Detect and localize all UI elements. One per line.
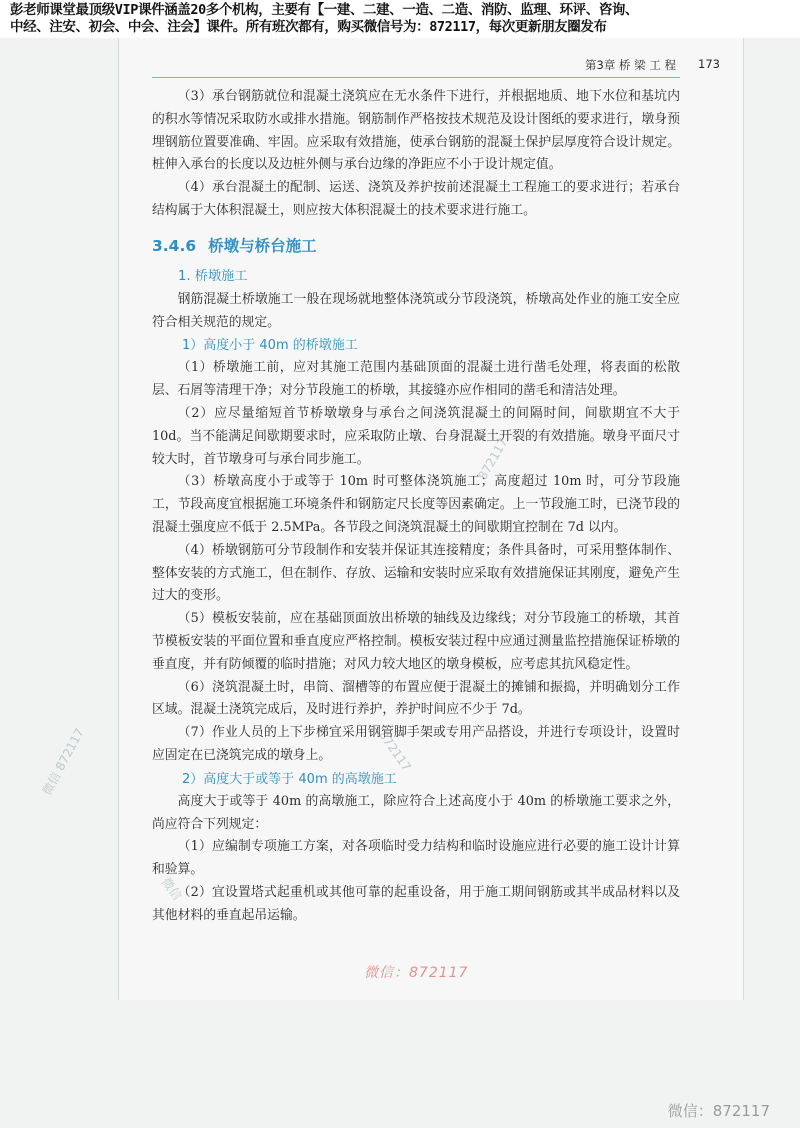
top-banner (0, 0, 800, 38)
header-rule (152, 77, 680, 78)
paragraph: （2）应尽量缩短首节桥墩墩身与承台之间浇筑混凝土的间隔时间，间歇期宜不大于 10d。当不能满足间歇期要求时，应采取防止墩、台身混凝土开裂的有效措施。墩身平面尺寸较大时，首节墩身可与承台同步施工。 (152, 405, 680, 467)
paragraph: （7）作业人员的上下步梯宜采用钢管脚手架或专用产品搭设，并进行专项设计，设置时应固定在已浇筑完成的墩身上。 (152, 725, 680, 763)
section-heading (152, 233, 680, 259)
subsubsection-heading: 2）高度大于或等于 40m 的高墩施工 (182, 771, 397, 787)
chapter-title: 第3章 桥 梁 工 程 (585, 58, 676, 72)
paragraph: （4）桥墩钢筋可分节段制作和安装并保证其连接精度；条件具备时，可采用整体制作、整体安装的方式施工，但在制作、存放、运输和安装时应采取有效措施保证其刚度，避免产生过大的变形。 (152, 542, 680, 604)
paragraph: （6）浇筑混凝土时，串筒、溜槽等的布置应便于混凝土的摊铺和振捣，并明确划分工作区域。混凝土浇筑完成后，及时进行养护，养护时间应不少于 7d。 (152, 679, 680, 718)
wechat-watermark: 微信：872117 (364, 965, 469, 981)
paragraph: （4）承台混凝土的配制、运送、浇筑及养护按前述混凝土工程施工的要求进行；若承台结构属于大体积混凝土，则应按大体积混凝土的技术要求进行施工。 (152, 180, 680, 218)
subsubsection-heading: 1）高度小于 40m 的桥墩施工 (182, 338, 358, 354)
paragraph: （3）承台钢筋就位和混凝土浇筑应在无水条件下进行，并根据地质、地下水位和基坑内的积水等情况采取防水或排水措施。钢筋制作严格按技术规范及设计图纸的要求进行，墩身预埋钢筋位置要准确、牢固。应采取有效措施，使承台钢筋的混凝土保护层厚度符合设计规定。桩伸入承台的长度以及边桩外侧与承台边缘的净距应不小于设计规定值。 (152, 89, 680, 173)
paragraph: （1）应编制专项施工方案，对各项临时受力结构和临时设施应进行必要的施工设计计算和验算。 (152, 839, 680, 878)
diagonal-watermark-upper: 872117 (475, 435, 511, 483)
banner-line-2: 中经、注安、初会、中会、注会】课件。所有班次都有，购买微信号为：872117，每次更新朋友圈发布 (10, 19, 607, 35)
paragraph: （3）桥墩高度小于或等于 10m 时可整体浇筑施工；高度超过 10m 时，可分节段施工，节段高度宜根据施工环境条件和钢筋定尺长度等因素确定。上一节段施工时，已浇节段的混凝土强度应不低于 2.5MPa。各节段之间浇筑混凝土的间歇期宜控制在 7d 以内。 (152, 474, 680, 535)
diagonal-watermark-left: 微信 872117 (39, 725, 87, 798)
corner-watermark: 微信：872117 (667, 1102, 770, 1120)
paragraph: （1）桥墩施工前，应对其施工范围内基础顶面的混凝土进行凿毛处理，将表面的松散层、石屑等清理干净；对分节段施工的桥墩，其接缝亦应作相同的凿毛和清洁处理。 (152, 360, 680, 399)
diagonal-watermark-mid: 872117 (376, 728, 414, 774)
running-header (118, 53, 742, 77)
paragraph: （2）宜设置塔式起重机或其他可靠的起重设备，用于施工期间钢筋或其半成品材料以及其他材料的垂直起吊运输。 (152, 884, 680, 923)
subsection-heading: 1. 桥墩施工 (178, 268, 248, 284)
section-title: 桥墩与桥台施工 (208, 236, 317, 255)
page-number: 173 (698, 57, 720, 71)
section-number: 3.4.6 (152, 236, 197, 255)
diagonal-watermark-lower: 微信 (158, 874, 185, 903)
paragraph: 钢筋混凝土桥墩施工一般在现场就地整体浇筑或分节段浇筑，桥墩高处作业的施工安全应符合相关规范的规定。 (152, 291, 680, 330)
paragraph: （5）模板安装前，应在基础顶面放出桥墩的轴线及边缘线；对分节段施工的桥墩，其首节模板安装的平面位置和垂直度应严格控制。模板安装过程中应通过测量监控措施保证桥墩的垂直度，并有防倾覆的临时措施；对风力较大地区的墩身模板，应考虑其抗风稳定性。 (152, 611, 680, 672)
page-content (152, 86, 680, 928)
banner-line-1: 彭老师课堂最顶级VIP课件涵盖20多个机构，主要有【一建、二建、一造、二造、消防、监理、环评、咨询、 (10, 2, 639, 18)
paragraph: 高度大于或等于 40m 的高墩施工，除应符合上述高度小于 40m 的桥墩施工要求之外，尚应符合下列规定： (152, 793, 680, 832)
